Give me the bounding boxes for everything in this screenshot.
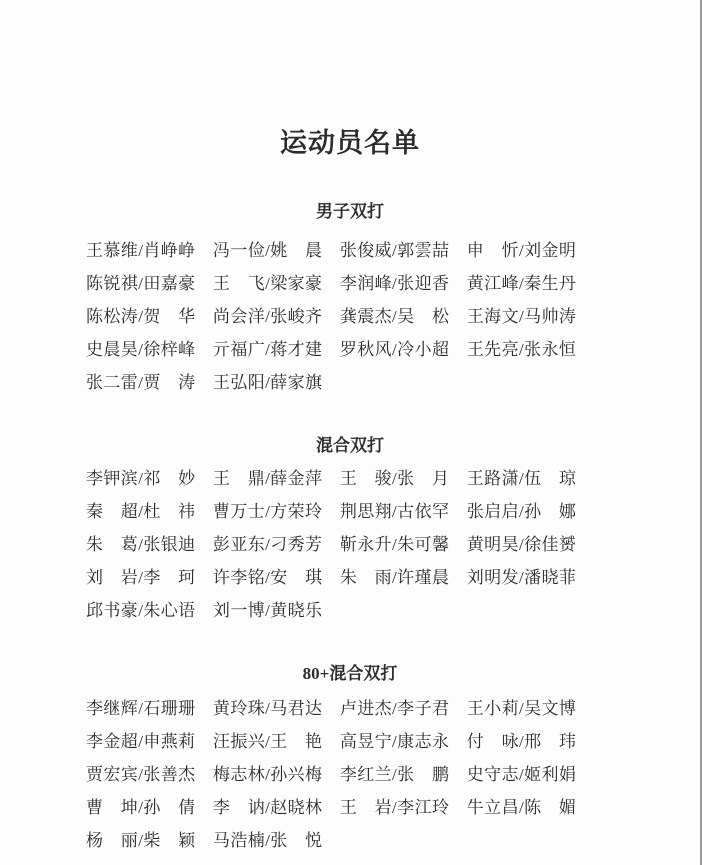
name-line: 李继辉/石珊珊 黄玲珠/马君达 卢进杰/李子君 王小莉/吴文博 xyxy=(86,699,577,718)
section-body-mixed-doubles xyxy=(86,462,614,627)
name-line: 李金超/申燕莉 汪振兴/王 艳 高昱宁/康志永 付 咏/邢 玮 xyxy=(86,732,577,751)
name-line: 史晨昊/徐梓峰 亓福广/蒋才建 罗秋风/冷小超 王先亮/张永恒 xyxy=(86,340,577,359)
name-line: 张二雷/贾 涛 王弘阳/薛家旗 xyxy=(86,373,323,392)
name-line: 朱 葛/张银迪 彭亚东/刁秀芳 靳永升/朱可馨 黄明昊/徐佳赟 xyxy=(86,535,577,554)
name-line: 陈松涛/贺 华 尚会洋/张峻齐 龚震杰/吴 松 王海文/马帅涛 xyxy=(86,307,577,326)
name-line: 秦 超/杜 祎 曹万士/方荣玲 荆思翔/古依罕 张启启/孙 娜 xyxy=(86,502,577,521)
section-heading-mens-doubles: 男子双打 xyxy=(316,202,384,221)
document-title: 运动员名单 xyxy=(280,128,420,158)
name-line: 陈锐祺/田嘉豪 王 飞/梁家豪 李润峰/张迎香 黄江峰/秦生丹 xyxy=(86,274,577,293)
name-line: 杨 丽/柴 颖 马浩楠/张 悦 xyxy=(86,831,323,850)
section-body-80plus-mixed-doubles xyxy=(86,692,614,857)
section-heading-80plus-mixed-doubles: 80+混合双打 xyxy=(302,664,398,683)
section-heading-mixed-doubles: 混合双打 xyxy=(316,436,384,455)
name-line: 刘 岩/李 珂 许李铭/安 琪 朱 雨/许瑾晨 刘明发/潘晓菲 xyxy=(86,568,577,587)
name-line: 王慕维/肖峥峥 冯一俭/姚 晨 张俊威/郭雲喆 申 忻/刘金明 xyxy=(86,241,577,260)
name-line: 曹 坤/孙 倩 李 讷/赵晓林 王 岩/李江玲 牛立昌/陈 媚 xyxy=(86,798,577,817)
name-line: 贾宏宾/张善杰 梅志林/孙兴梅 李红兰/张 鹏 史守志/姬利娟 xyxy=(86,765,577,784)
name-line: 李钾滨/祁 妙 王 鼎/薛金萍 王 骏/张 月 王路潇/伍 琼 xyxy=(86,469,577,488)
section-body-mens-doubles xyxy=(86,234,614,399)
name-line: 邱书豪/朱心语 刘一博/黄晓乐 xyxy=(86,601,323,620)
